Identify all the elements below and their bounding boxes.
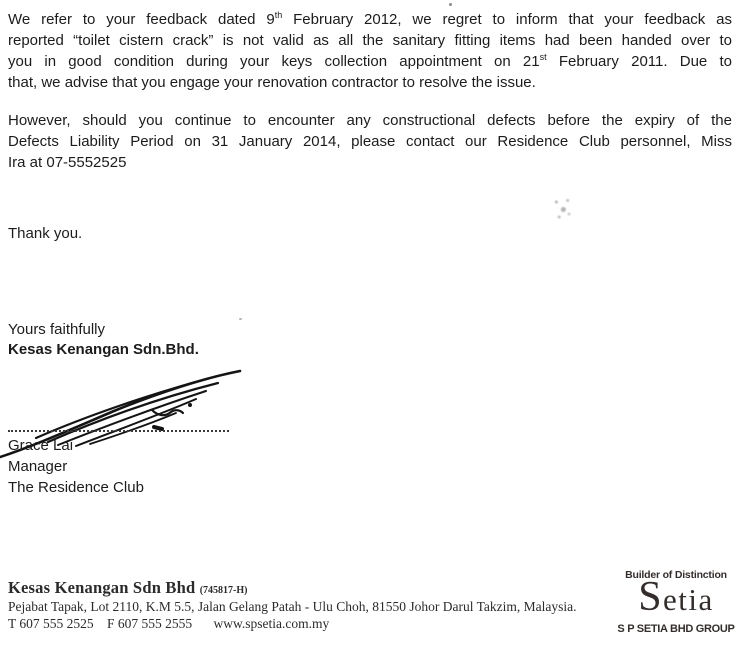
- paragraph-line: Defects Liability Period on 31 January 2014, please contact our Residence Club personnel, Miss: [8, 133, 732, 150]
- ordinal-superscript: th: [274, 10, 283, 20]
- footer-company-text: Kesas Kenangan Sdn Bhd: [8, 578, 196, 597]
- tel-number: 607 555 2525: [19, 616, 94, 631]
- footer-company-name: [8, 578, 247, 598]
- setia-logo: [617, 569, 735, 635]
- scan-speck: [449, 3, 452, 6]
- wordmark-rest: etia: [663, 582, 714, 617]
- second-paragraph: [8, 110, 732, 173]
- scan-smudge: [548, 193, 576, 223]
- logo-group-line: S P SETIA BHD GROUP: [617, 623, 735, 635]
- website-url: www.spsetia.com.my: [213, 616, 330, 631]
- paragraph-line: that, we advise that you engage your renovation contractor to resolve the issue.: [8, 74, 536, 91]
- signer-department: The Residence Club: [8, 479, 144, 496]
- line-text: February 2011. Due to: [546, 53, 732, 70]
- closing-salutation: Yours faithfully: [8, 321, 106, 338]
- paragraph-line: [8, 9, 732, 30]
- wordmark-initial: S: [638, 574, 664, 620]
- line-text: you in good condition during your keys collection appointment on 21: [8, 53, 540, 70]
- footer-contact-line: [8, 616, 329, 632]
- signature-dotted-line: [8, 426, 229, 432]
- paragraph-line: However, should you continue to encounter any constructional defects before the expiry of the: [8, 112, 732, 129]
- logo-tagline: Builder of Distinction: [625, 569, 727, 581]
- tel-label: T: [8, 616, 17, 631]
- ordinal-superscript: st: [539, 52, 547, 62]
- fax-label: F: [107, 616, 115, 631]
- fax-number: 607 555 2555: [117, 616, 193, 631]
- paragraph-line: [8, 51, 732, 72]
- thank-you-line: Thank you.: [8, 225, 83, 242]
- paragraph-line: Ira at 07-5552525: [8, 154, 127, 171]
- footer-address: Pejabat Tapak, Lot 2110, K.M 5.5, Jalan Gelang Patah - Ulu Choh, 81550 Johor Darul Takzim, Malaysia.: [8, 599, 577, 614]
- closing-company-name: Kesas Kenangan Sdn.Bhd.: [8, 341, 199, 358]
- signer-name: Grace Lai: [8, 437, 74, 454]
- opening-paragraph: [8, 9, 732, 93]
- line-text: We refer to your feedback dated 9: [8, 11, 275, 28]
- signer-title: Manager: [8, 458, 68, 475]
- company-registration-number: (745817-H): [199, 585, 248, 596]
- paragraph-line: reported “toilet cistern crack” is not valid as all the sanitary fitting items had been handed over to: [8, 32, 732, 49]
- line-text: February 2012, we regret to inform that your feedback as: [282, 11, 732, 28]
- scan-speck: [239, 318, 242, 320]
